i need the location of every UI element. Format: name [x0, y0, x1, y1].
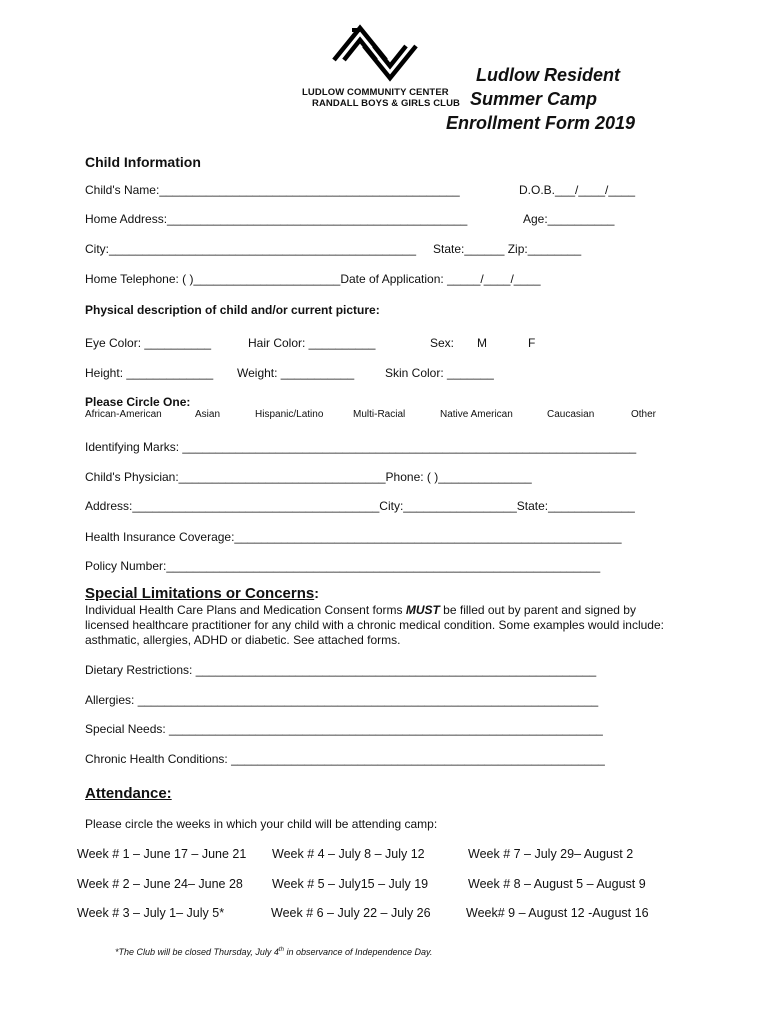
closure-note-sup: th — [278, 947, 284, 953]
child-info-heading: Child Information — [85, 154, 201, 170]
title-line1: Ludlow Resident — [476, 65, 620, 85]
option-caucasian[interactable]: Caucasian — [547, 409, 595, 420]
option-asian[interactable]: Asian — [195, 409, 221, 420]
closure-note-b: in observance of Independence Day. — [283, 947, 433, 957]
city-field[interactable]: City:______________________________________________ — [85, 242, 416, 256]
physician-address-field[interactable]: Address:_____________________________________City:_________________State:_____________ — [85, 499, 635, 513]
option-other[interactable]: Other — [631, 409, 657, 420]
special-paragraph-must: MUST — [405, 603, 440, 617]
week-4[interactable]: Week # 4 – July 8 – July 12 — [272, 847, 425, 861]
identifying-marks-field[interactable]: Identifying Marks: ____________________________________________________________________ — [85, 440, 637, 454]
special-needs-field[interactable]: Special Needs: _________________________________________________________________ — [85, 722, 603, 736]
dietary-field[interactable]: Dietary Restrictions: ____________________________________________________________ — [85, 663, 597, 677]
chronic-conditions-field[interactable]: Chronic Health Conditions: ________________________________________________________ — [85, 752, 605, 766]
circle-one-heading: Please Circle One: — [85, 395, 191, 409]
attendance-heading: Attendance: — [85, 785, 172, 802]
week-1[interactable]: Week # 1 – June 17 – June 21 — [77, 847, 247, 861]
closure-note-a: *The Club will be closed Thursday, July 4 — [115, 947, 279, 957]
physician-field[interactable]: Child's Physician:_______________________________Phone: ( )______________ — [85, 470, 532, 484]
state-zip-field[interactable]: State:______ Zip:________ — [433, 242, 582, 256]
club-logo — [300, 22, 460, 112]
attendance-instruction: Please circle the weeks in which your child will be attending camp: — [85, 817, 438, 831]
policy-number-field[interactable]: Policy Number:_________________________________________________________________ — [85, 559, 601, 573]
option-hispanic-latino[interactable]: Hispanic/Latino — [255, 409, 324, 420]
title-line2: Summer Camp — [470, 89, 598, 109]
special-paragraph — [85, 603, 665, 648]
dob-field[interactable]: D.O.B.___/____/____ — [519, 183, 636, 197]
weight-field[interactable]: Weight: ___________ — [237, 366, 355, 380]
eye-color-field[interactable]: Eye Color: __________ — [85, 336, 212, 350]
sex-option-m[interactable]: M — [477, 336, 487, 350]
week-6[interactable]: Week # 6 – July 22 – July 26 — [271, 906, 431, 920]
special-paragraph-a: Individual Health Care Plans and Medication Consent forms — [85, 603, 406, 617]
height-field[interactable]: Height: _____________ — [85, 366, 214, 380]
option-african-american[interactable]: African-American — [85, 409, 162, 420]
title-line3: Enrollment Form 2019 — [446, 113, 636, 133]
sex-option-f[interactable]: F — [528, 336, 536, 350]
home-address-field[interactable]: Home Address:_____________________________________________ — [85, 212, 468, 226]
insurance-field[interactable]: Health Insurance Coverage:__________________________________________________________ — [85, 530, 622, 544]
skin-color-field[interactable]: Skin Color: _______ — [385, 366, 494, 380]
sex-label: Sex: — [430, 336, 455, 350]
week-8[interactable]: Week # 8 – August 5 – August 9 — [468, 877, 646, 891]
physical-heading: Physical description of child and/or current picture: — [85, 303, 380, 317]
week-3[interactable]: Week # 3 – July 1– July 5* — [77, 906, 225, 920]
week-9[interactable]: Week# 9 – August 12 -August 16 — [466, 906, 649, 920]
closure-note — [115, 947, 432, 957]
week-5[interactable]: Week # 5 – July15 – July 19 — [272, 877, 429, 891]
age-field[interactable]: Age:__________ — [523, 212, 615, 226]
option-multi-racial[interactable]: Multi-Racial — [353, 409, 406, 420]
special-heading-colon: : — [314, 585, 319, 601]
hair-color-field[interactable]: Hair Color: __________ — [248, 336, 376, 350]
option-native-american[interactable]: Native American — [440, 409, 513, 420]
logo-line1: LUDLOW COMMUNITY CENTER — [302, 87, 449, 98]
logo-line2: RANDALL BOYS & GIRLS CLUB — [312, 98, 460, 109]
boys-girls-club-logo-icon — [330, 22, 420, 84]
special-paragraph-b: be filled out by parent and signed by licensed healthcare practitioner for any child with a chronic medical condition. Some examples would include: asthmatic, allergies, ADHD or diabetic. See attached forms. — [85, 603, 664, 647]
week-7[interactable]: Week # 7 – July 29– August 2 — [468, 847, 634, 861]
special-heading-text: Special Limitations or Concerns — [85, 585, 315, 602]
special-heading — [85, 585, 319, 603]
week-2[interactable]: Week # 2 – June 24– June 28 — [77, 877, 243, 891]
home-telephone-field[interactable]: Home Telephone: ( )______________________Date of Application: _____/____/____ — [85, 272, 541, 286]
child-name-field[interactable]: Child's Name:_____________________________________________ — [85, 183, 460, 197]
allergies-field[interactable]: Allergies: _____________________________________________________________________ — [85, 693, 599, 707]
